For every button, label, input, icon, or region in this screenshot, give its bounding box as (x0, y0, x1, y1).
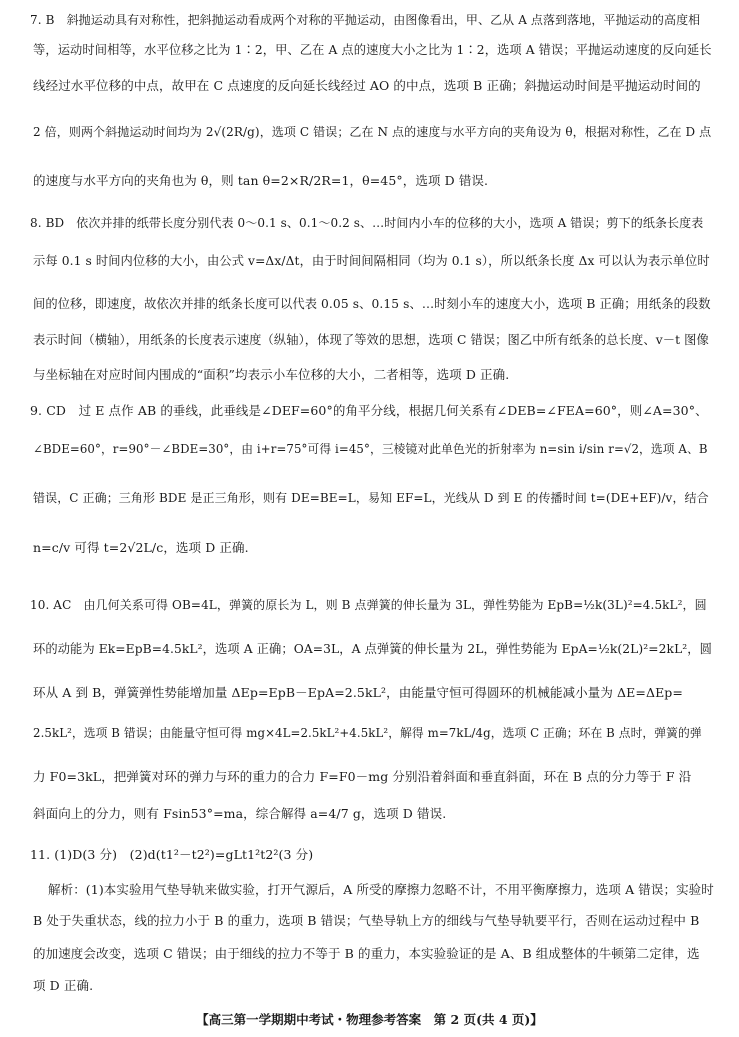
q7-line-4: 2 倍，则两个斜抛运动时间均为 2√(2R/g)，选项 C 错误；乙在 N 点的速度与水平方向的夹角设为 θ，根据对称性，乙在 D 点 (33, 125, 712, 139)
q9-line-4: n=c/v 可得 t=2√2L/c，选项 D 正确. (33, 540, 249, 555)
page-footer: 【高三第一学期期中考试・物理参考答案 第 2 页(共 4 页)】 (196, 1012, 543, 1027)
q9-line-2: ∠BDE=60°，r=90°－∠BDE=30°，由 i+r=75°可得 i=45°，三棱镜对此单色光的折射率为 n=sin i/sin r=√2，选项 A、B (33, 442, 708, 456)
q8-line-2: 示每 0.1 s 时间内位移的大小，由公式 v=Δx/Δt，由于时间间隔相同（均为 0.1 s），所以纸条长度 Δx 可以认为表示单位时 (33, 254, 710, 268)
q8-line-5: 与坐标轴在对应时间内围成的“面积”均表示小车位移的大小，二者相等，选项 D 正确. (33, 367, 510, 382)
q10-line-5: 力 F0=3kL，把弹簧对环的弹力与环的重力的合力 F=F0－mg 分别沿着斜面和垂直斜面，环在 B 点的分力等于 F 沿 (33, 769, 692, 784)
q11-line-3: B 处于失重状态，线的拉力小于 B 的重力，选项 B 错误；气垫导轨上方的细线与气垫导轨要平行，否则在运动过程中 B (33, 913, 700, 928)
q11-line-4: 的加速度会改变，选项 C 错误；由于细线的拉力不等于 B 的重力，本实验验证的是 A、B 组成整体的牛顿第二定律，选 (33, 946, 700, 961)
q11-line-5: 项 D 正确. (33, 978, 94, 993)
q11-line-1: 11. (1)D(3 分) (2)d(t1²－t2²)=gLt1²t2²(3 分) (30, 847, 314, 862)
q8-line-3: 间的位移，即速度，故依次并排的纸条长度可以代表 0.05 s、0.15 s、…时刻小车的速度大小，选项 B 正确；用纸条的段数 (33, 297, 711, 311)
q7-line-5: 的速度与水平方向的夹角也为 θ，则 tan θ=2×R/2R=1，θ=45°，选项 D 错误. (33, 173, 489, 188)
q9-line-1: 9. CD 过 E 点作 AB 的垂线，此垂线是∠DEF=60°的角平分线，根据几何关系有∠DEB=∠FEA=60°，则∠A=30°、 (30, 403, 708, 418)
q7-line-3: 线经过水平位移的中点，故甲在 C 点速度的反向延长线经过 AO 的中点，选项 B 正确；斜抛运动时间是平抛运动时间的 (33, 78, 701, 93)
q11-line-2: 解析：(1)本实验用气垫导轨来做实验，打开气源后，A 所受的摩擦力忽略不计，不用平衡摩擦力，选项 A 错误；实验时 (48, 882, 714, 897)
q10-line-2: 环的动能为 Ek=EpB=4.5kL²，选项 A 正确；OA=3L，A 点弹簧的伸长量为 2L，弹性势能为 EpA=½k(2L)²=2kL²，圆 (33, 642, 713, 656)
q10-line-1: 10. AC 由几何关系可得 OB=4L，弹簧的原长为 L，则 B 点弹簧的伸长量为 3L，弹性势能为 EpB=½k(3L)²=4.5kL²，圆 (30, 598, 707, 612)
q10-line-4: 2.5kL²，选项 B 错误；由能量守恒可得 mg×4L=2.5kL²+4.5kL²，解得 m=7kL/4g，选项 C 正确；环在 B 点时，弹簧的弹 (33, 726, 702, 740)
q8-line-1: 8. BD 依次并排的纸带长度分别代表 0～0.1 s、0.1～0.2 s、…时间内小车的位移的大小，选项 A 错误；剪下的纸条长度表 (30, 216, 704, 230)
q10-line-6: 斜面向上的分力，则有 Fsin53°=ma，综合解得 a=4/7 g，选项 D 错误. (33, 806, 447, 821)
q7-line-1: 7. B 斜抛运动具有对称性，把斜抛运动看成两个对称的平抛运动，由图像看出，甲、乙从 A 点落到落地，平抛运动的高度相 (30, 13, 701, 27)
q10-line-3: 环从 A 到 B，弹簧弹性势能增加量 ΔEp=EpB－EpA=2.5kL²，由能量守恒可得圆环的机械能减小量为 ΔE=ΔEp= (33, 685, 683, 700)
q8-line-4: 表示时间（横轴），用纸条的长度表示速度（纵轴），体现了等效的思想，选项 C 错误；图乙中所有纸条的总长度、v－t 图像 (33, 333, 709, 347)
q7-line-2: 等，运动时间相等，水平位移之比为 1∶2，甲、乙在 A 点的速度大小之比为 1∶2，选项 A 错误；平抛运动速度的反向延长 (33, 43, 712, 57)
q9-line-3: 错误，C 正确；三角形 BDE 是正三角形，则有 DE=BE=L，易知 EF=L，光线从 D 到 E 的传播时间 t=(DE+EF)/v，结合 (33, 491, 709, 505)
